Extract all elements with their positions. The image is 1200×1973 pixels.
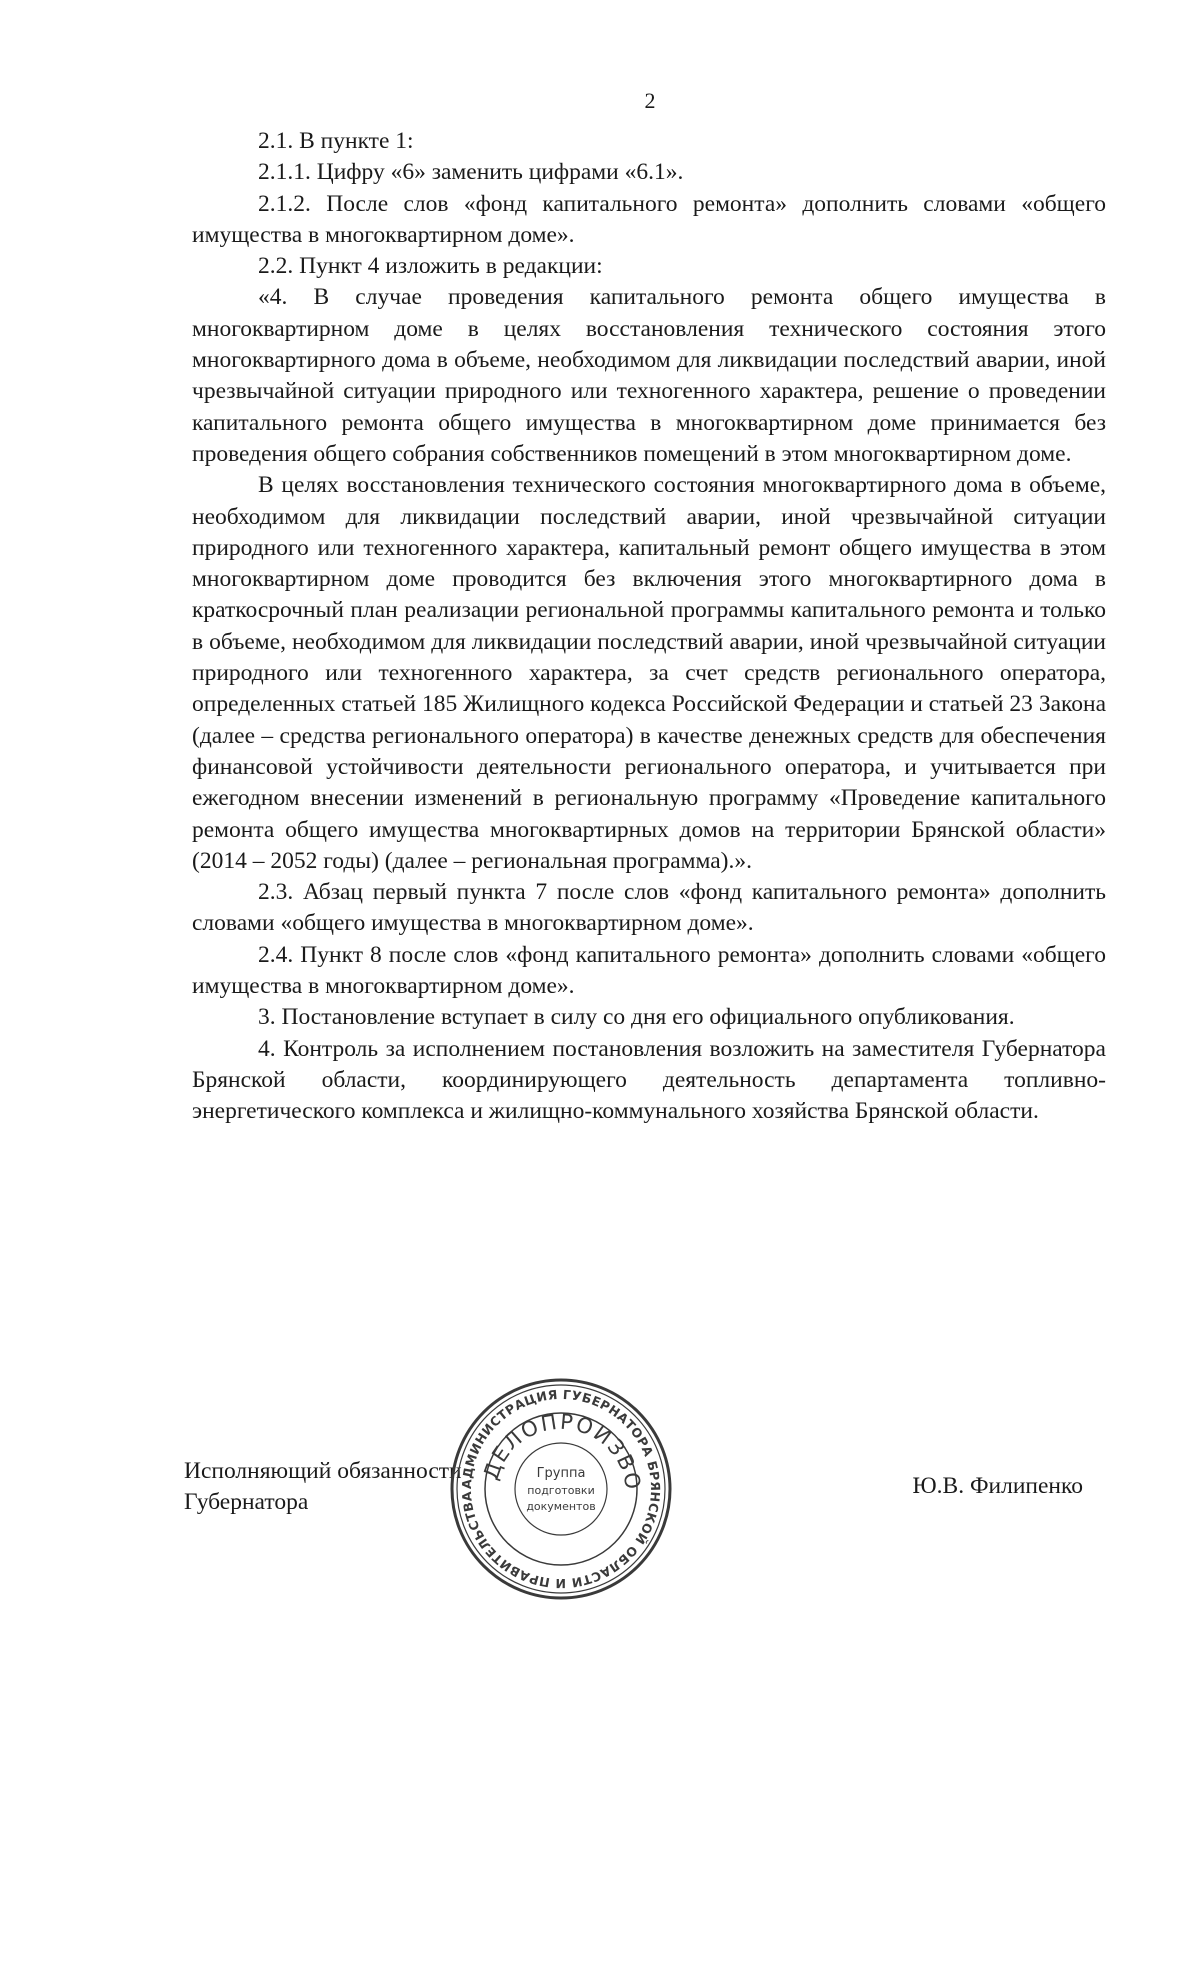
paragraph-point-4: «4. В случае проведения капитального ремонта общего имущества в многоквартирном доме в целях восстановления технического состояния этого многоквартирного дома в объеме, необходимом для ликвидации последствий аварии, иной чрезвычайной ситуации природного или техногенного характера, решение о проведении капитального ремонта общего имущества в многоквартирном доме принимается без проведения общего собрания собственников помещений в этом многоквартирном доме.	[192, 284, 1106, 467]
paragraph-point-4-continued: В целях восстановления технического состояния многоквартирного дома в объеме, необходимом для ликвидации последствий аварии, иной чрезвычайной ситуации природного или техногенного характера, капитальный ремонт общего имущества в этом многоквартирном доме проводится без включения этого многоквартирного дома в краткосрочный план реализации региональной программы капитального ремонта и только в объеме, необходимом для ликвидации последствий аварии, иной чрезвычайной ситуации природного или техногенного характера, за счет средств регионального оператора, определенных статьей 185 Жилищного кодекса Российской Федерации и статьей 23 Закона (далее – средства регионального оператора) в качестве денежных средств для обеспечения финансовой устойчивости деятельности регионального оператора, и учитывается при ежегодном внесении изменений в региональную программу «Проведение капитального ремонта общего имущества многоквартирных домов на территории Брянской области» (2014 – 2052 годы) (далее – региональная программа).».	[192, 472, 1106, 874]
signatory-title-line-2: Губернатора	[184, 1489, 309, 1516]
stamp-center-line-1: Группа	[536, 1466, 586, 1481]
paragraph-2-1: 2.1. В пункте 1:	[258, 128, 414, 154]
stamp-outer-ring-text: АДМИНИСТРАЦИЯ ГУБЕРНАТОРА БРЯНСКОЙ ОБЛАСТИ И ПРАВИТЕЛЬСТВА	[458, 1386, 664, 1592]
stamp-seal-graphic	[448, 1376, 674, 1602]
stamp-center-line-2: подготовки	[527, 1484, 595, 1497]
signatory-name: Ю.В. Филипенко	[912, 1473, 1083, 1499]
paragraph-2-1-1: 2.1.1. Цифру «6» заменить цифрами «6.1».	[258, 159, 684, 186]
paragraph-2-4: 2.4. Пункт 8 после слов «фонд капитального ремонта» дополнить словами «общего имущества в многоквартирном доме».	[192, 941, 1106, 1000]
signatory-title	[184, 1456, 462, 1519]
official-stamp	[448, 1376, 674, 1602]
stamp-inner-ring-text: ДЕЛОПРОИЗВО	[478, 1409, 646, 1493]
stamp-center-line-3: документов	[526, 1500, 596, 1513]
paragraph-2-1-2: 2.1.2. После слов «фонд капитального ремонта» дополнить словами «общего имущества в многоквартирном доме».	[192, 190, 1106, 248]
paragraph-2-3: 2.3. Абзац первый пункта 7 после слов «фонд капитального ремонта» дополнить словами «общего имущества в многоквартирном доме».	[192, 879, 1106, 937]
paragraph-2-2: 2.2. Пункт 4 изложить в редакции:	[258, 253, 603, 280]
document-body	[192, 126, 1106, 1128]
paragraph-4: 4. Контроль за исполнением постановления возложить на заместителя Губернатора Брянской области, координирующего деятельность департамента топливно-энергетического комплекса и жилищно-коммунального хозяйства Брянской области.	[192, 1035, 1106, 1125]
paragraph-3: 3. Постановление вступает в силу со дня его официального опубликования.	[258, 1004, 1015, 1031]
page-number: 2	[644, 88, 656, 113]
signatory-title-line-1: Исполняющий обязанности	[184, 1458, 462, 1484]
